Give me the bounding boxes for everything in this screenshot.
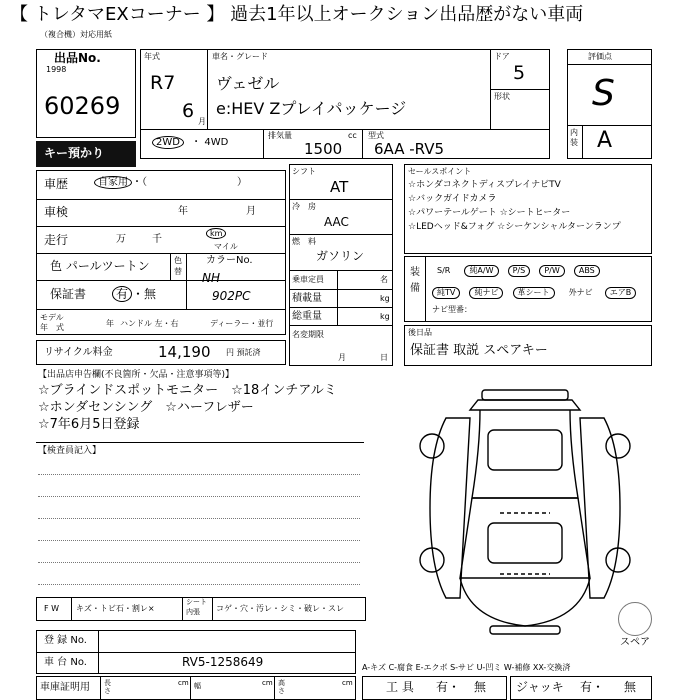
inspection-month: 月 xyxy=(246,206,256,217)
seat-label-1: シート xyxy=(186,598,207,606)
color-no-label: カラーNo. xyxy=(206,255,253,266)
notes-line-2: ☆ホンダセンシング ☆ハーフレザー xyxy=(38,400,254,415)
equip-ext-navi: 外ナビ xyxy=(568,288,593,297)
chassis-value: RV5-1258649 xyxy=(182,655,264,669)
cert-width: 幅 xyxy=(194,682,201,690)
capacity-label: 乗車定員 xyxy=(292,275,324,284)
warranty-yes: 有 xyxy=(112,286,132,302)
sales-line-3: ☆パワーテールゲート ☆シートヒーター xyxy=(408,208,571,218)
equip-label-1: 装 xyxy=(410,267,420,278)
color-label: 色 パールツートン xyxy=(50,259,150,273)
equip-ps: P/S xyxy=(508,265,531,277)
car-damage-diagram xyxy=(410,388,640,638)
shift-label: シフト xyxy=(292,167,316,176)
notes-line-3: ☆7年6月5日登録 xyxy=(38,417,140,432)
fw-text: キズ・トビ石・割レ× xyxy=(76,604,155,613)
seat-text: コゲ・穴・汚レ・シミ・破レ・スレ xyxy=(216,604,344,613)
jack-no: 無 xyxy=(624,680,637,694)
capacity-unit: 名 xyxy=(380,275,388,284)
header-title: 【 トレタマEXコーナー 】 過去1年以上オークション出品歴がない車両 xyxy=(10,4,584,25)
history-private: 自家用 xyxy=(94,176,132,189)
jack-yes: 有・ xyxy=(580,680,605,694)
recycle-value: 14,190 xyxy=(158,343,211,361)
drive-options: 2WD ・ 4WD xyxy=(152,138,228,148)
equip-pw: P/W xyxy=(539,265,564,277)
displacement-unit: cc xyxy=(348,131,357,140)
tools-label: 工 具 xyxy=(386,680,414,694)
equip-row-1 xyxy=(432,260,600,277)
history-rest: ・（ ） xyxy=(132,177,247,188)
sales-line-2: ☆バックガイドカメラ xyxy=(408,194,497,204)
cert-label: 車庫証明用 xyxy=(40,682,90,693)
mileage-sen: 千 xyxy=(152,234,162,245)
recycle-label: リサイクル料金 xyxy=(44,347,113,358)
equip-label-2: 備 xyxy=(410,283,420,294)
gross-unit: kg xyxy=(380,312,390,321)
reg-change-day: 日 xyxy=(380,353,388,362)
sales-line-4: ☆LEDヘッド&フォグ ☆シーケンシャルターンランプ xyxy=(408,222,621,232)
notes-line-1: ☆ブラインドスポットモニター ☆18インチアルミ xyxy=(38,383,337,398)
color-change-2: 替 xyxy=(174,267,182,276)
color-code-1: NH xyxy=(202,271,220,285)
tools-yes: 有・ xyxy=(436,680,461,694)
sales-line-1: ☆ホンダコネクトディスプレイナビTV xyxy=(408,180,561,190)
color-change-1: 色 xyxy=(174,256,182,265)
color-code-2: 902PC xyxy=(212,289,251,303)
car-grade: e:HEV Zプレイパッケージ xyxy=(216,99,407,118)
nendo-label: 年式 xyxy=(144,52,160,61)
mileage-man: 万 xyxy=(116,234,126,245)
later-value: 保証書 取説 スペアキー xyxy=(410,343,548,358)
jack-label: ジャッキ xyxy=(516,680,564,694)
header-sub: （複合機）対応用紙 xyxy=(40,30,112,39)
equip-abs: ABS xyxy=(574,265,600,277)
cert-height: 高さ xyxy=(278,679,285,695)
equip-awp: 純A/W xyxy=(464,265,498,277)
equip-airbag: エアB xyxy=(605,287,637,299)
sales-label: セールスポイント xyxy=(408,167,472,176)
spare-label: スペア xyxy=(620,637,650,648)
fw-label: F W xyxy=(44,604,60,613)
nendo-month-unit: 月 xyxy=(198,117,206,126)
mileage-km: km xyxy=(206,228,226,239)
interior-label: 内装 xyxy=(570,128,578,147)
drive-4wd: 4WD xyxy=(204,137,229,148)
tools-no: 無 xyxy=(474,680,487,694)
drive-2wd: 2WD xyxy=(152,136,184,149)
fuel-label: 燃 料 xyxy=(292,237,316,246)
model-value: 6AA -RV5 xyxy=(374,140,445,158)
lot-label: 出品No. xyxy=(54,51,101,65)
cert-cm-3: cm xyxy=(342,679,353,687)
reg-change-month: 月 xyxy=(338,353,346,362)
inspection-label: 車検 xyxy=(44,205,69,219)
load-unit: kg xyxy=(380,294,390,303)
handle-option: ハンドル 左・右 xyxy=(120,319,179,328)
inspection-year: 年 xyxy=(178,206,188,217)
history-label: 車歴 xyxy=(44,177,69,191)
seat-label-2: 内張 xyxy=(186,608,200,616)
equip-sr: S/R xyxy=(437,266,451,275)
nendo-month: 6 xyxy=(182,100,195,122)
equip-row-2 xyxy=(432,282,636,299)
score-label: 評価点 xyxy=(588,52,612,61)
inspector-label: 【検査員記入】 xyxy=(38,446,102,456)
damage-legend: A-キズ C-腐食 E-エクボ S-サビ U-凹ミ W-補修 XX-交換済 xyxy=(362,663,571,672)
model-year-label-2: 年 式 xyxy=(40,323,64,332)
model-label: 型式 xyxy=(368,131,384,140)
car-name: ヴェゼル xyxy=(216,74,280,93)
cert-length: 長さ xyxy=(104,679,111,695)
warranty-value xyxy=(112,288,156,300)
equip-navi: 純ナビ xyxy=(469,287,503,299)
model-year-unit: 年 xyxy=(106,319,114,328)
load-label: 積載量 xyxy=(292,293,322,304)
mileage-mile: マイル xyxy=(214,242,238,251)
navi-model-label: ナビ型番： xyxy=(432,305,472,314)
displacement-value: 1500 xyxy=(304,140,343,158)
door-label: ドア xyxy=(494,52,510,61)
cert-cm-2: cm xyxy=(262,679,273,687)
displacement-label: 排気量 xyxy=(268,131,292,140)
cert-cm-1: cm xyxy=(178,679,189,687)
interior-value: A xyxy=(597,128,613,153)
dealer-option: ディーラー・並行 xyxy=(210,319,274,328)
shift-value: AT xyxy=(330,178,349,196)
equip-tv: 純TV xyxy=(432,287,460,299)
nendo-era: R7 xyxy=(150,72,176,94)
model-year-label-1: モデル xyxy=(40,313,64,322)
later-label: 後日品 xyxy=(408,328,432,337)
reg-no-label: 登 録 No. xyxy=(44,635,87,646)
mileage-label: 走行 xyxy=(44,233,69,247)
fuel-value: ガソリン xyxy=(316,249,365,263)
door-shape-label: 形状 xyxy=(494,92,510,101)
history-value xyxy=(94,178,247,188)
mileage-unit xyxy=(206,230,226,238)
lot-number: 60269 xyxy=(44,92,121,120)
equip-leather: 革シート xyxy=(513,287,555,299)
ac-value: AAC xyxy=(324,215,349,229)
car-label: 車名・グレード xyxy=(212,52,268,61)
warranty-no: ・無 xyxy=(132,287,157,301)
key-banner-text: キー預かり xyxy=(44,146,105,160)
warranty-label: 保証書 xyxy=(50,287,87,301)
score-value: S xyxy=(592,73,615,114)
gross-label: 総重量 xyxy=(292,311,322,322)
spare-tire-icon xyxy=(618,602,652,636)
recycle-unit: 円 預託済 xyxy=(226,348,261,357)
door-value: 5 xyxy=(513,62,526,84)
ac-label: 冷 房 xyxy=(292,202,316,211)
chassis-label: 車 台 No. xyxy=(44,657,87,668)
lot-year-mark: 1998 xyxy=(46,65,67,74)
reg-change-label: 名変期限 xyxy=(292,330,324,339)
notes-label: 【出品店申告欄(不良箇所・欠品・注意事項等)】 xyxy=(38,370,235,380)
